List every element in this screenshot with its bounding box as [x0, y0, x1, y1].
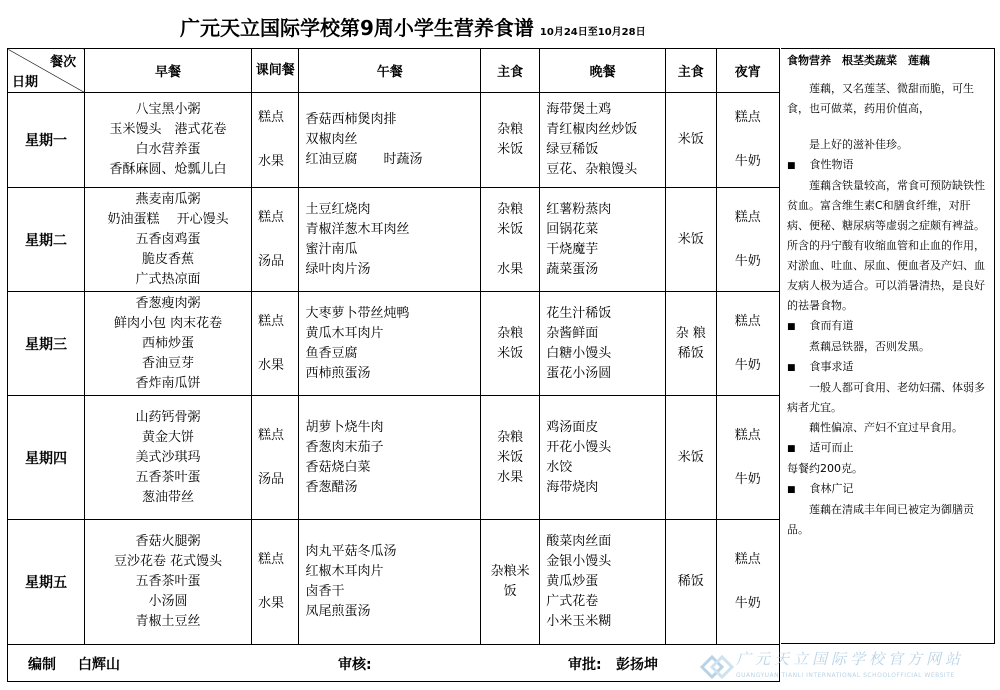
menu-item: 西柿煎蛋汤	[305, 365, 371, 381]
menu-item: 饭	[503, 584, 517, 599]
menu-item: 糕点	[257, 552, 284, 567]
menu-item: 红薯粉蒸肉	[546, 201, 612, 217]
menu-item: 双椒肉丝	[305, 132, 358, 147]
day-cell: 星期三	[8, 292, 85, 396]
menu-row	[8, 520, 780, 645]
menu-item: 青红椒肉丝炒饭	[546, 122, 638, 137]
menu-item: 杂酱鲜面	[546, 325, 599, 341]
menu-item: 水果	[257, 154, 284, 169]
snack-cell	[251, 396, 299, 520]
menu-item: 广式热凉面	[135, 271, 201, 287]
menu-item: 开花小馒头	[546, 439, 612, 455]
lunch-cell	[299, 396, 481, 520]
breakfast-cell	[85, 188, 252, 292]
col-snack: 课间餐	[251, 49, 299, 93]
breakfast-cell	[85, 396, 252, 520]
menu-item: 杂粮	[497, 122, 524, 137]
staple-lunch-cell	[481, 292, 540, 396]
menu-item: 青椒土豆丝	[135, 614, 201, 629]
menu-item: 红油豆腐 时蔬汤	[305, 152, 423, 167]
school-logo-icon	[700, 650, 734, 684]
menu-item: 广式花卷	[546, 594, 599, 609]
watermark-text: 广元天立国际学校官方网站	[736, 650, 965, 668]
menu-item: 米饭	[497, 345, 524, 361]
dinner-cell	[540, 396, 666, 520]
lunch-cell	[299, 188, 481, 292]
menu-item: 五香茶叶蛋	[135, 469, 201, 485]
menu-item: 牛奶	[734, 596, 761, 611]
menu-item: 水饺	[546, 459, 573, 475]
menu-item: 糕点	[734, 552, 761, 567]
day-cell: 星期二	[8, 188, 85, 292]
menu-item: 黄金大饼	[142, 429, 195, 445]
menu-item: 五香茶叶蛋	[135, 574, 201, 589]
menu-item: 稀饭	[677, 345, 704, 361]
col-breakfast: 早餐	[85, 49, 252, 93]
date-range: 10月24日至10月28日	[539, 27, 646, 38]
section-text-4: 每餐约200克。	[787, 462, 863, 475]
menu-item: 白糖小馒头	[546, 345, 612, 361]
section-text-5: 莲藕在清咸丰年间已被定为御膳贡品。	[787, 503, 974, 536]
menu-item: 蜜汁南瓜	[305, 241, 358, 257]
staple-dinner-cell	[665, 93, 716, 188]
menu-item: 金银小馒头	[546, 554, 612, 569]
menu-item: 红椒木耳肉片	[305, 564, 384, 579]
night-snack-cell	[716, 396, 779, 520]
section-title-2: ■ 食而有道	[787, 316, 988, 337]
menu-item: 杂粮	[497, 429, 524, 445]
day-cell: 星期一	[8, 93, 85, 188]
menu-item: 西柿炒蛋	[142, 335, 195, 351]
snack-cell	[251, 292, 299, 396]
menu-item: 香酥麻圆、炝瓢儿白	[109, 162, 227, 177]
approve-label: 审批:	[568, 657, 602, 673]
menu-item: 鲜肉小包 肉末花卷	[113, 315, 223, 331]
menu-item: 葱油带丝	[142, 489, 195, 505]
menu-item: 牛奶	[734, 253, 761, 269]
menu-item: 鱼香豆腐	[305, 345, 358, 361]
day-cell: 星期五	[8, 520, 85, 645]
menu-row	[8, 188, 780, 292]
menu-item: 米饭	[497, 221, 524, 237]
menu-item: 稀饭	[677, 574, 704, 589]
staple-dinner-cell	[665, 520, 716, 645]
menu-item: 奶油蛋糕 开心馒头	[107, 211, 229, 227]
breakfast-cell	[85, 520, 252, 645]
menu-item: 香菇火腿粥	[135, 534, 201, 549]
section-text-2: 煮藕忌铁器，否则发黑。	[809, 340, 930, 353]
section-title-3: ■ 食事求适	[787, 357, 988, 378]
menu-item: 杂 粮	[675, 325, 706, 341]
snack-cell	[251, 93, 299, 188]
menu-item: 水果	[497, 261, 524, 277]
menu-item: 糕点	[734, 313, 761, 329]
menu-row	[8, 292, 780, 396]
menu-item: 米饭	[677, 132, 704, 147]
menu-item: 香葱醋汤	[305, 479, 358, 495]
menu-item: 青椒洋葱木耳肉丝	[305, 221, 410, 237]
dinner-cell	[540, 520, 666, 645]
menu-item: 绿叶肉片汤	[305, 261, 371, 277]
section-title-1: ■ 食性物语	[787, 155, 988, 176]
staple-lunch-cell	[481, 188, 540, 292]
menu-item: 米饭	[677, 231, 704, 247]
lunch-cell	[299, 292, 481, 396]
corner-date-label: 日期	[12, 75, 39, 90]
menu-item: 米饭	[677, 449, 704, 465]
title-text: 广元天立国际学校第9周小学生营养食谱	[180, 16, 534, 40]
watermark-subtext: GUANGYUAN TIANLI INTERNATIONAL SCHOOLOFFICIAL WEBSITE	[736, 672, 955, 679]
footer	[7, 644, 780, 682]
menu-item: 鸡汤面皮	[546, 419, 599, 435]
menu-item: 五香卤鸡蛋	[135, 231, 201, 247]
menu-item: 杂粮	[497, 325, 524, 341]
section-text-3a: 一般人都可食用、老幼妇孺、体弱多病者尤宜。	[787, 381, 985, 414]
menu-item: 牛奶	[734, 357, 761, 373]
menu-item: 水果	[497, 469, 524, 485]
menu-item: 黄瓜炒蛋	[546, 574, 599, 589]
lunch-cell	[299, 93, 481, 188]
menu-item: 米饭	[497, 142, 524, 157]
menu-item: 花生汁稀饭	[546, 305, 612, 321]
day-cell: 星期四	[8, 396, 85, 520]
corner-meal-label: 餐次	[50, 55, 77, 70]
menu-item: 土豆红烧肉	[305, 201, 371, 217]
night-snack-cell	[716, 520, 779, 645]
col-dinner: 晚餐	[540, 49, 666, 93]
menu-table	[7, 48, 780, 645]
menu-item: 糕点	[734, 209, 761, 225]
sidebar-intro: 莲藕，又名莲茎、微甜而脆，可生食，也可做菜，药用价值高，	[787, 82, 974, 115]
staple-dinner-cell	[665, 292, 716, 396]
menu-item: 回锅花菜	[546, 221, 599, 237]
night-snack-cell	[716, 93, 779, 188]
menu-item: 大枣萝卜带丝炖鸭	[305, 305, 410, 321]
school-watermark	[700, 646, 996, 686]
menu-item: 美式沙琪玛	[135, 449, 201, 465]
menu-item: 小汤圆	[148, 594, 188, 609]
menu-item: 糕点	[734, 427, 761, 443]
staple-dinner-cell	[665, 396, 716, 520]
approve-name: 彭扬坤	[616, 657, 658, 673]
menu-item: 海带煲土鸡	[546, 102, 612, 117]
staple-dinner-cell	[665, 188, 716, 292]
col-staple1: 主食	[481, 49, 540, 93]
menu-item: 燕麦南瓜粥	[135, 191, 201, 207]
menu-item: 山药钙骨粥	[135, 409, 201, 425]
menu-row	[8, 396, 780, 520]
col-staple2: 主食	[665, 49, 716, 93]
breakfast-cell	[85, 93, 252, 188]
menu-item: 糕点	[257, 110, 284, 125]
dinner-cell	[540, 93, 666, 188]
menu-item: 香葱肉末茄子	[305, 439, 384, 455]
night-snack-cell	[716, 188, 779, 292]
menu-item: 香菇西柿煲肉排	[305, 112, 397, 127]
staple-lunch-cell	[481, 396, 540, 520]
night-snack-cell	[716, 292, 779, 396]
menu-item: 绿豆稀饭	[546, 142, 599, 157]
menu-item: 香葱瘦肉粥	[135, 295, 201, 311]
menu-item: 糕点	[257, 427, 284, 443]
menu-item: 杂粮米	[490, 564, 530, 579]
staple-lunch-cell	[481, 93, 540, 188]
menu-item: 香炸南瓜饼	[135, 375, 201, 391]
corner-cell	[8, 49, 85, 93]
menu-item: 杂粮	[497, 201, 524, 217]
dinner-cell	[540, 292, 666, 396]
sidebar-intro-2: 是上好的滋补佳珍。	[809, 138, 908, 151]
menu-item: 酸菜肉丝面	[546, 534, 612, 549]
section-title-4: ■ 适可而止	[787, 438, 988, 459]
menu-item: 汤品	[257, 253, 284, 269]
menu-item: 干烧魔芋	[546, 241, 599, 257]
menu-item	[481, 240, 539, 260]
section-text-3b: 藕性偏凉、产妇不宜过早食用。	[809, 421, 963, 434]
menu-item: 汤品	[257, 471, 284, 487]
menu-item: 蔬菜蛋汤	[546, 261, 599, 277]
menu-item: 八宝黑小粥	[135, 102, 201, 117]
menu-item: 香菇烧白菜	[305, 459, 371, 475]
menu-item: 玉米馒头 港式花卷	[109, 122, 227, 137]
snack-cell	[251, 188, 299, 292]
staple-lunch-cell	[481, 520, 540, 645]
menu-item: 黄瓜木耳肉片	[305, 325, 384, 341]
section-title-5: ■ 食林广记	[787, 479, 988, 500]
menu-item: 凤尾煎蛋汤	[305, 604, 371, 619]
menu-item: 卤香干	[305, 584, 345, 599]
lunch-cell	[299, 520, 481, 645]
sidebar-heading: 食物营养 根茎类蔬菜 莲藕	[787, 54, 930, 67]
editor-name: 白辉山	[78, 657, 120, 673]
editor-label: 编制	[28, 657, 56, 673]
menu-item: 香油豆芽	[142, 355, 195, 371]
col-lunch: 午餐	[299, 49, 481, 93]
nutrition-sidebar	[781, 48, 995, 644]
header-row	[8, 49, 780, 93]
menu-item: 糕点	[734, 110, 761, 125]
section-text-1: 莲藕含铁量较高，常食可预防缺铁性贫血。富含维生素C和膳食纤维，对肝病、便秘、糖尿病等虚弱之症颇有裨益。所含的丹宁酸有收缩血管和止血的作用，对淤血、吐血、尿血、便血者及产妇、血友病人极为适合。可以消暑清热，是良好的祛暑食物。	[787, 179, 985, 312]
menu-item: 脆皮香蕉	[142, 251, 195, 267]
menu-item: 牛奶	[734, 154, 761, 169]
menu-row	[8, 93, 780, 188]
menu-item: 胡萝卜烧牛肉	[305, 419, 384, 435]
menu-item: 糕点	[257, 313, 284, 329]
menu-item: 白水营养蛋	[135, 142, 201, 157]
menu-item: 豆沙花卷 花式馒头	[113, 554, 223, 569]
menu-item: 糕点	[257, 209, 284, 225]
menu-item: 蛋花小汤圆	[546, 365, 612, 381]
menu-item: 豆花、杂粮馒头	[546, 162, 638, 177]
dinner-cell	[540, 188, 666, 292]
review-label: 审核:	[338, 657, 372, 673]
menu-item: 水果	[257, 357, 284, 373]
menu-item: 小米玉米糊	[546, 614, 612, 629]
page-title	[180, 12, 646, 41]
menu-item: 牛奶	[734, 471, 761, 487]
breakfast-cell	[85, 292, 252, 396]
menu-item: 水果	[257, 596, 284, 611]
menu-item: 海带烧肉	[546, 479, 599, 495]
snack-cell	[251, 520, 299, 645]
col-night: 夜宵	[716, 49, 779, 93]
menu-item: 米饭	[497, 449, 524, 465]
menu-item: 肉丸平菇冬瓜汤	[305, 544, 397, 559]
